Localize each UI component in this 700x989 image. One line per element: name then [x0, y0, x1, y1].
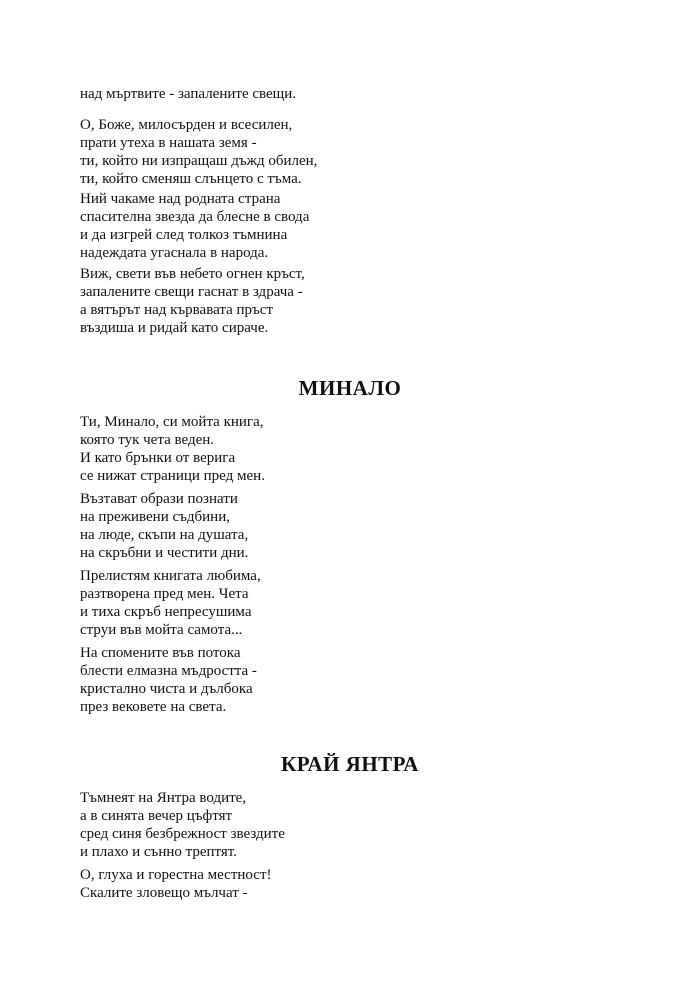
- verse-line: Скалите зловещо мълчат -: [80, 885, 248, 901]
- verse-line: Прелистям книгата любима,: [80, 568, 261, 584]
- verse-line: на преживени съдбини,: [80, 509, 230, 525]
- verse-line: на люде, скъпи на душата,: [80, 527, 249, 543]
- poem2-stanza-2: [80, 490, 248, 562]
- poem1-stanza-3: [80, 190, 309, 262]
- verse-line: надеждата угаснала в народа.: [80, 245, 269, 261]
- verse-line: струи във мойта самота...: [80, 622, 243, 638]
- verse-line: и тиха скръб непресушима: [80, 604, 252, 620]
- verse-line: Ти, Минало, си мойта книга,: [80, 414, 264, 430]
- poem2-stanza-4: [80, 644, 257, 716]
- verse-line: Възтават образи познати: [80, 491, 238, 507]
- verse-line: над мъртвите - запалените свещи.: [80, 86, 296, 102]
- verse-line: прати утеха в нашата земя -: [80, 135, 257, 151]
- verse-line: Виж, свети във небето огнен кръст,: [80, 266, 305, 282]
- verse-line: през вековете на света.: [80, 699, 227, 715]
- poem1-stanza-4: [80, 265, 305, 337]
- verse-line: кристално чиста и дълбока: [80, 681, 253, 697]
- verse-line: Тъмнеят на Янтра водите,: [80, 790, 247, 806]
- verse-line: а вятърът над кървавата пръст: [80, 302, 274, 318]
- verse-line: спасителна звезда да блесне в свода: [80, 209, 310, 225]
- poem1-stanza-1: [80, 85, 296, 103]
- poem1-stanza-2: [80, 116, 317, 188]
- poem2-stanza-1: [80, 413, 265, 485]
- verse-line: която тук чета веден.: [80, 432, 215, 448]
- verse-line: сред синя безбрежност звездите: [80, 826, 285, 842]
- verse-line: блести елмазна мъдростта -: [80, 663, 257, 679]
- poem3-stanza-2: [80, 866, 272, 902]
- verse-line: ти, който ни изпращаш дъжд обилен,: [80, 153, 318, 169]
- verse-line: О, глуха и горестна местност!: [80, 867, 272, 883]
- verse-line: а в синята вечер цъфтят: [80, 808, 233, 824]
- verse-line: въздиша и ридай като сираче.: [80, 320, 269, 336]
- verse-line: и плахо и сънно трептят.: [80, 844, 237, 860]
- verse-line: и да изгрей след толкоз тъмнина: [80, 227, 288, 243]
- verse-line: се нижат страници пред мен.: [80, 468, 265, 484]
- verse-line: О, Боже, милосърден и всесилен,: [80, 117, 293, 133]
- verse-line: Ний чакаме над родната страна: [80, 191, 281, 207]
- verse-line: разтворена пред мен. Чета: [80, 586, 249, 602]
- poem-title: МИНАЛО: [298, 376, 402, 400]
- verse-line: на скръбни и честити дни.: [80, 545, 249, 561]
- verse-line: На спомените във потока: [80, 645, 241, 661]
- poem-title: КРАЙ ЯНТРА: [281, 752, 419, 776]
- poem3-stanza-1: [80, 789, 285, 861]
- verse-line: запалените свещи гаснат в здрача -: [80, 284, 303, 300]
- verse-line: И като брънки от верига: [80, 450, 236, 466]
- poem2-stanza-3: [80, 567, 261, 639]
- verse-line: ти, който сменяш слънцето с тъма.: [80, 171, 302, 187]
